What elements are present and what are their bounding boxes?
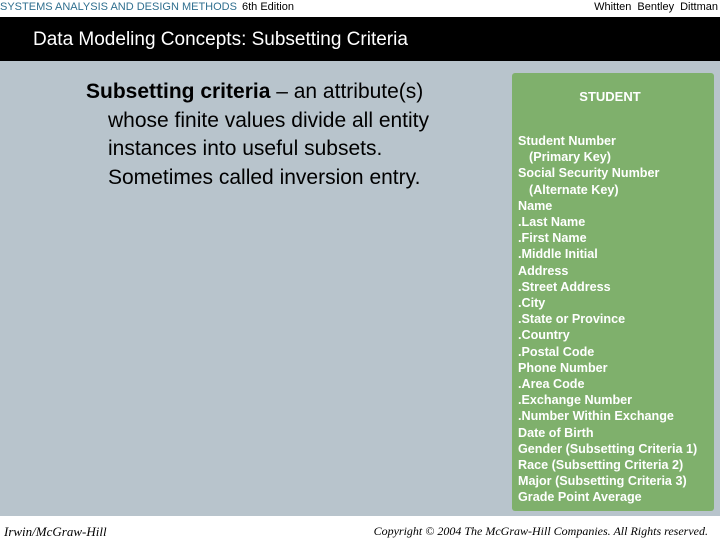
entity-attribute: .Street Address [518,279,611,294]
copyright-notice: Copyright © 2004 The McGraw-Hill Companies. All Rights reserved. [373,524,708,538]
entity-attribute: .Exchange Number [518,393,633,408]
student-entity-box [512,73,714,511]
entity-attribute: .Middle Initial [518,247,598,262]
entity-attribute: .Area Code [518,377,585,392]
definition-first-line [86,78,486,107]
title-bar [0,17,720,61]
entity-attribute: .Number Within Exchange [518,409,674,424]
definition-term: Subsetting criteria [86,80,271,103]
entity-attribute: (Primary Key) [529,150,611,165]
entity-attribute: .City [518,296,546,311]
footer [0,516,720,540]
entity-attribute: .Country [518,328,570,343]
entity-attribute: Major (Subsetting Criteria 3) [518,474,687,489]
entity-attribute: Student Number [518,134,616,148]
author-name: Dittman [680,1,718,13]
entity-attribute: Address [518,263,569,278]
entity-name: STUDENT [579,89,641,104]
author-list [588,0,718,14]
entity-attribute: .Last Name [518,215,586,230]
entity-attribute: .Postal Code [518,344,595,359]
book-title [0,0,294,14]
entity-attribute: Grade Point Average [518,490,642,505]
definition-text [86,78,486,192]
definition-line: Sometimes called inversion entry. [108,165,421,189]
entity-attribute: .First Name [518,231,587,246]
definition-line: – an attribute(s) [270,80,424,103]
entity-attribute: Gender (Subsetting Criteria 1) [518,441,698,456]
entity-attribute: Social Security Number [518,166,660,181]
publisher-label: Irwin/McGraw-Hill [4,524,107,539]
entity-attribute: Name [518,198,553,213]
entity-attribute: (Alternate Key) [529,182,619,197]
definition-line: instances into useful subsets. [108,137,383,160]
entity-attribute: Date of Birth [518,425,594,440]
series-title: SYSTEMS ANALYSIS AND DESIGN METHODS [0,1,237,13]
entity-attribute: .State or Province [518,312,626,327]
slide-title: Data Modeling Concepts: Subsetting Criteria [33,29,408,50]
edition-label: 6th Edition [241,1,294,13]
author-name: Bentley [637,1,675,13]
slide-content [0,61,720,516]
top-header [0,0,720,16]
entity-attribute: Race (Subsetting Criteria 2) [518,458,684,473]
definition-line: whose finite values divide all entity [108,108,430,132]
attribute-list [518,133,697,506]
entity-attribute: Phone Number [518,360,608,375]
author-name: Whitten [594,1,632,13]
